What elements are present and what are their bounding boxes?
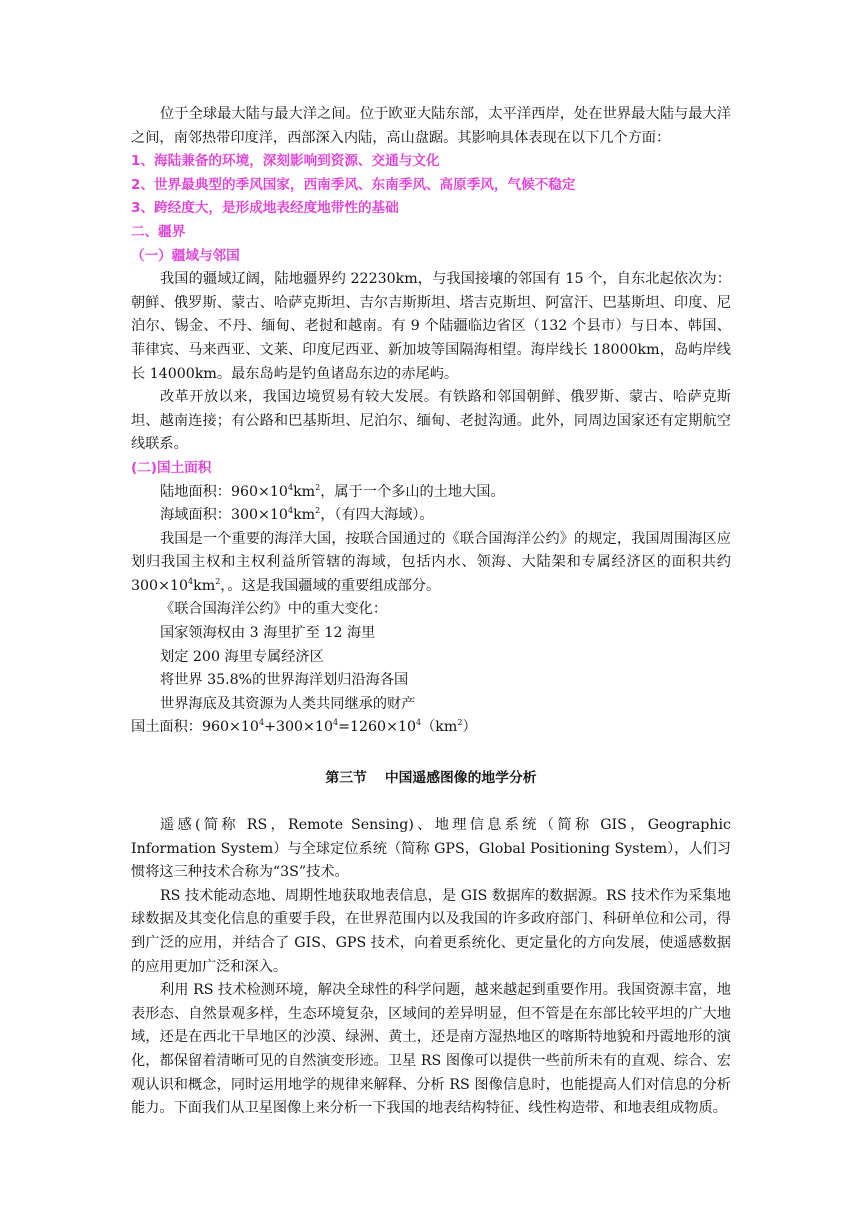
section-three-heading: 中国遥感图像的地学分析 — [384, 770, 537, 787]
rs-gis-gps-paragraph: 遥感(简称 RS，Remote Sensing)、地理信息系统（简称 GIS，Geographic Information System）与全球定位系统（简称 GPS，Global Positioning System），人们习惯将这三种技术合称为“3S”技术。 — [131, 817, 731, 881]
section-three-label: 第三节 — [325, 770, 367, 787]
maritime-exp: 4 — [188, 576, 194, 586]
neighbors-paragraph: 我国的疆域辽阔，陆地疆界约 22230km，与我国接壤的邻国有 15 个，自东北起依次为：朝鲜、俄罗斯、蒙古、哈萨克斯坦、吉尔吉斯斯坦、塔吉克斯坦、阿富汗、巴基斯坦、印度、尼泊尔、锡金、不丹、缅甸、老挝和越南。有 9 个陆疆临边省区（132 个县市）与日本、韩国、菲律宾、马来西亚、文莱、印度尼西亚、新加坡等国隔海相望。海岸线长 18000km，岛屿岸线长 14000km。最东岛屿是钓鱼诸岛东边的赤尾屿。 — [131, 271, 731, 382]
total-area-b: +300×10 — [264, 719, 333, 736]
point-2: 2、世界最典型的季风国家，西南季风、东南季风、高原季风，气候不稳定 — [131, 176, 576, 193]
convention-change-1: 国家领海权由 3 海里扩至 12 海里 — [160, 625, 376, 642]
total-area-exp-3: 4 — [416, 718, 422, 728]
total-area-line — [131, 716, 731, 740]
maritime-paragraph — [131, 528, 731, 599]
total-area-c: =1260×10 — [338, 719, 417, 736]
sea-area-unit-exp: 2 — [315, 506, 321, 516]
sea-area-exp: 4 — [287, 506, 294, 516]
land-area-exp: 4 — [287, 482, 294, 492]
document-page — [131, 103, 731, 1121]
land-area-line — [131, 481, 731, 505]
land-area-suffix: ，属于一个多山的土地大国。 — [320, 483, 505, 500]
maritime-text-a: 我国是一个重要的海洋大国，按联合国通过的《联合国海洋公约》的规定，我国周围海区应划归我国主权和主权利益所管辖的海域，包括内水、领海、大陆架和专属经济区的面积共约 300×10 — [131, 530, 731, 594]
point-3: 3、跨经度大，是形成地表经度地带性的基础 — [131, 200, 399, 217]
section-heading-borders: 二、疆界 — [131, 223, 186, 240]
section-three-title — [131, 766, 731, 790]
sea-area-line — [131, 504, 731, 528]
total-area-d: （km — [421, 719, 458, 736]
convention-change-4: 世界海底及其资源为人类共同继承的财产 — [160, 695, 416, 712]
convention-title: 《联合国海洋公约》中的重大变化： — [160, 601, 388, 618]
total-area-exp-2: 4 — [332, 718, 339, 728]
subheading-territory-neighbors: （一）疆域与邻国 — [131, 247, 240, 264]
sea-area-unit: km — [293, 507, 316, 524]
maritime-text-b: ，。这是我国疆域的重要组成部分。 — [220, 577, 441, 594]
convention-change-2: 划定 200 海里专属经济区 — [160, 648, 324, 665]
sea-area-prefix: 海域面积：300×10 — [160, 507, 288, 524]
spacer — [131, 790, 731, 814]
rs-environment-paragraph: 利用 RS 技术检测环境，解决全球性的科学问题，越来越起到重要作用。我国资源丰富，地表形态、自然景观多样，生态环境复杂，区域间的差异明显，但不管是在东部比较平坦的广大地域，还是在西北干旱地区的沙漠、绿洲、黄土，还是南方湿热地区的喀斯特地貌和丹霞地形的演化，都保留着清晰可见的自然演变形迹。卫星 RS 图像可以提供一些前所未有的直观、综合、宏观认识和概念，同时运用地学的规律来解释、分析 RS 图像信息时，也能提高人们对信息的分析能力。下面我们从卫星图像上来分析一下我国的地表结构特征、线性构造带、和地表组成物质。 — [131, 982, 731, 1117]
land-area-unit-exp: 2 — [315, 482, 321, 492]
point-1: 1、海陆兼备的环境，深刻影响到资源、交通与文化 — [131, 153, 440, 170]
subheading-land-area: (二)国土面积 — [131, 459, 212, 476]
total-area-a: 国土面积：960×10 — [131, 719, 259, 736]
convention-change-3: 将世界 35.8%的世界海洋划归沿海各国 — [160, 672, 409, 689]
sea-area-suffix: ，（有四大海域）。 — [320, 507, 434, 524]
maritime-unit: km — [193, 577, 216, 594]
border-trade-paragraph: 改革开放以来，我国边境贸易有较大发展。有铁路和邻国朝鲜、俄罗斯、蒙古、哈萨克斯坦、越南连接；有公路和巴基斯坦、尼泊尔、缅甸、老挝沟通。此外，同周边国家还有定期航空线联系。 — [131, 389, 731, 453]
total-area-e: ） — [462, 719, 477, 736]
spacer — [131, 740, 731, 766]
total-area-exp-4: 2 — [457, 718, 463, 728]
land-area-prefix: 陆地面积：960×10 — [160, 483, 288, 500]
total-area-exp-1: 4 — [258, 718, 265, 728]
rs-technology-paragraph: RS 技术能动态地、周期性地获取地表信息，是 GIS 数据库的数据源。RS 技术作为采集地球数据及其变化信息的重要手段，在世界范围内以及我国的许多政府部门、科研单位和公司，得到广泛的应用，并结合了 GIS、GPS 技术，向着更系统化、更定量化的方向发展，使遥感数据的应用更加广泛和深入。 — [131, 887, 731, 975]
maritime-unit-exp: 2 — [215, 576, 221, 586]
intro-paragraph: 位于全球最大陆与最大洋之间。位于欧亚大陆东部，太平洋西岸，处在世界最大陆与最大洋之间，南邻热带印度洋，西部深入内陆，高山盘踞。其影响具体表现在以下几个方面： — [131, 106, 731, 146]
land-area-unit: km — [293, 483, 316, 500]
